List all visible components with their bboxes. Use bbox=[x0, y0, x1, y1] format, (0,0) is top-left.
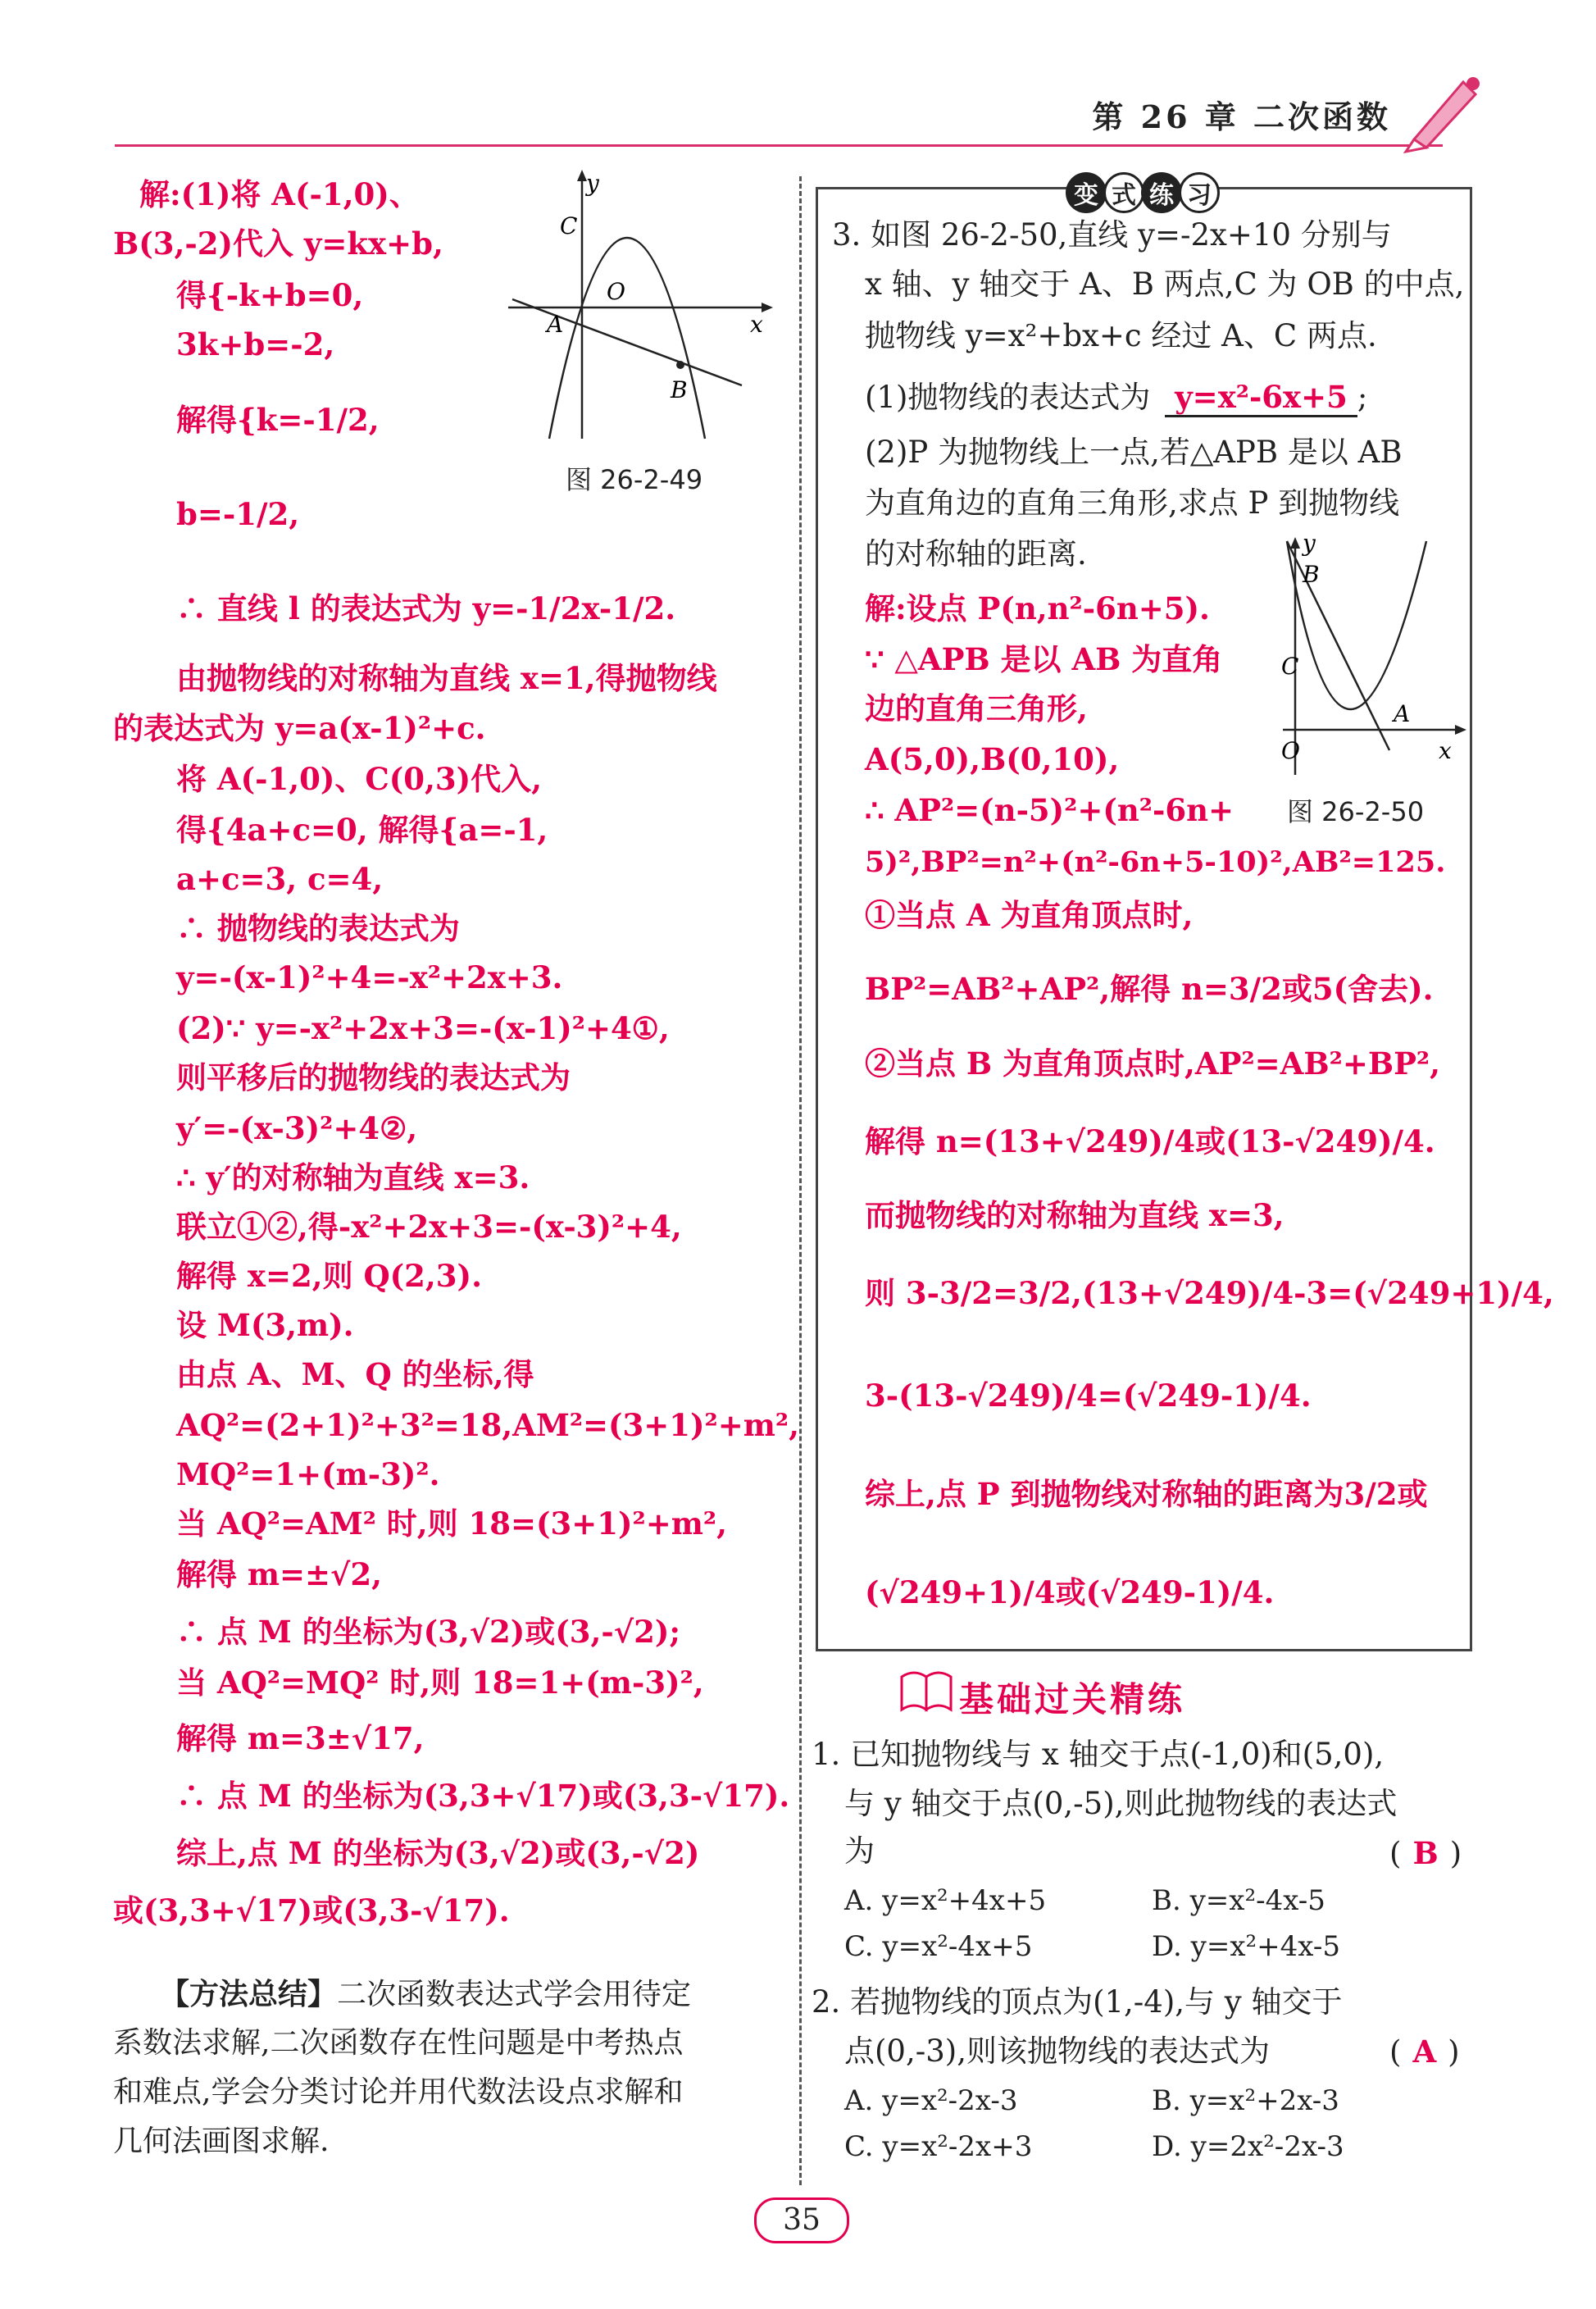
left-line: 得{4a+c=0, 解得{a=-1, bbox=[176, 812, 548, 848]
q1-stem: 为 bbox=[844, 1833, 875, 1869]
solution-line: 3-(13-√249)/4=(√249-1)/4. bbox=[865, 1378, 1312, 1414]
figure-caption: 图 26-2-49 bbox=[566, 464, 703, 495]
badge-char: 练 bbox=[1141, 172, 1182, 213]
variant-exercise-badge bbox=[1066, 172, 1216, 213]
problem-line: 抛物线 y=x²+bx+c 经过 A、C 两点. bbox=[865, 318, 1377, 353]
left-line: 解得{k=-1/2, bbox=[176, 402, 380, 438]
q2-option: B. y=x²+2x-3 bbox=[1152, 2084, 1339, 2117]
solution-line: 边的直角三角形, bbox=[865, 690, 1088, 726]
solution-line: (√249+1)/4或(√249-1)/4. bbox=[865, 1574, 1275, 1610]
left-line: 的表达式为 y=a(x-1)²+c. bbox=[113, 710, 486, 746]
q2-option: A. y=x²-2x-3 bbox=[844, 2084, 1018, 2117]
fig50-label-C: C bbox=[1281, 653, 1299, 680]
problem-line: 3. 如图 26-2-50,直线 y=-2x+10 分别与 bbox=[832, 217, 1392, 253]
q1-stem: 1. 已知抛物线与 x 轴交于点(-1,0)和(5,0), bbox=[812, 1737, 1385, 1772]
solution-line: 则 3-3/2=3/2,(13+√249)/4-3=(√249+1)/4, bbox=[865, 1275, 1554, 1311]
q2-option: D. y=2x²-2x-3 bbox=[1152, 2130, 1344, 2163]
left-line: 得{-k+b=0, bbox=[176, 277, 364, 313]
left-line: (2)∵ y=-x²+2x+3=-(x-1)²+4①, bbox=[176, 1010, 670, 1046]
pencil-decoration-icon bbox=[1398, 66, 1488, 156]
q1-answer-value: B bbox=[1412, 1835, 1439, 1871]
problem-line: 的对称轴的距离. bbox=[865, 536, 1087, 572]
left-line: 综上,点 M 的坐标为(3,√2)或(3,-√2) bbox=[176, 1835, 700, 1871]
left-line: ∴ 直线 l 的表达式为 y=-1/2x-1/2. bbox=[176, 590, 676, 626]
badge-char: 式 bbox=[1103, 172, 1144, 213]
solution-line: ∴ AP²=(n-5)²+(n²-6n+ bbox=[865, 792, 1234, 828]
summary-line bbox=[160, 1976, 691, 2013]
left-line: ∴ y′的对称轴为直线 x=3. bbox=[176, 1159, 530, 1195]
left-line: 由点 A、M、Q 的坐标,得 bbox=[176, 1356, 534, 1392]
q1-option: B. y=x²-4x-5 bbox=[1152, 1884, 1325, 1917]
left-line: MQ²=1+(m-3)². bbox=[176, 1456, 440, 1492]
header-rule bbox=[115, 144, 1443, 147]
figure-26-2-50 bbox=[1266, 533, 1467, 779]
left-line: 解得 x=2,则 Q(2,3). bbox=[176, 1258, 482, 1294]
left-line: y′=-(x-3)²+4②, bbox=[176, 1110, 418, 1146]
q2-option: C. y=x²-2x+3 bbox=[844, 2130, 1033, 2163]
fig49-label-y: y bbox=[586, 170, 599, 197]
q1-option: C. y=x²-4x+5 bbox=[844, 1930, 1033, 1963]
solution-line: 解得 n=(13+√249)/4或(13-√249)/4. bbox=[865, 1123, 1435, 1159]
left-line: ∴ 点 M 的坐标为(3,√2)或(3,-√2); bbox=[176, 1614, 681, 1650]
chapter-header: 第 26 章 二次函数 bbox=[1092, 98, 1391, 135]
problem-part1: (1)抛物线的表达式为 bbox=[865, 380, 1151, 415]
fig50-label-x: x bbox=[1439, 737, 1452, 764]
summary-line: 几何法画图求解. bbox=[113, 2125, 330, 2158]
q2-answer: ( A ) bbox=[1389, 2033, 1460, 2070]
figure-caption: 图 26-2-50 bbox=[1287, 796, 1425, 827]
left-line: 当 AQ²=AM² 时,则 18=(3+1)²+m², bbox=[176, 1505, 727, 1542]
summary-text: 二次函数表达式学会用待定 bbox=[337, 1978, 692, 2011]
solution-line: ①当点 A 为直角顶点时, bbox=[865, 897, 1194, 933]
fig50-label-y: y bbox=[1303, 533, 1316, 557]
badge-char: 变 bbox=[1066, 172, 1107, 213]
summary-line: 系数法求解,二次函数存在性问题是中考热点 bbox=[113, 2026, 684, 2060]
summary-title: 【方法总结】 bbox=[160, 1977, 338, 2011]
solution-line: 综上,点 P 到抛物线对称轴的距离为3/2或 bbox=[865, 1476, 1428, 1512]
fig49-label-C: C bbox=[560, 212, 578, 239]
left-line: 由抛物线的对称轴为直线 x=1,得抛物线 bbox=[176, 660, 717, 696]
solution-line: 解:设点 P(n,n²-6n+5). bbox=[865, 590, 1210, 626]
left-line: 将 A(-1,0)、C(0,3)代入, bbox=[176, 761, 543, 797]
left-line: y=-(x-1)²+4=-x²+2x+3. bbox=[176, 959, 563, 995]
left-line: 解得 m=±√2, bbox=[176, 1556, 382, 1592]
left-line: 则平移后的抛物线的表达式为 bbox=[176, 1059, 571, 1095]
fig49-label-O: O bbox=[607, 278, 625, 305]
left-line: ∴ 抛物线的表达式为 bbox=[176, 910, 460, 946]
fig50-label-B: B bbox=[1303, 561, 1320, 588]
q1-answer: ( B ) bbox=[1389, 1835, 1462, 1871]
left-line: b=-1/2, bbox=[176, 496, 300, 532]
problem-line: (1)抛物线的表达式为 y=x²-6x+5 ; bbox=[865, 379, 1367, 417]
answer-part1: y=x²-6x+5 bbox=[1165, 379, 1357, 417]
solution-line: 而抛物线的对称轴为直线 x=3, bbox=[865, 1197, 1285, 1233]
solution-line: A(5,0),B(0,10), bbox=[865, 741, 1120, 777]
solution-line: ∵ △APB 是以 AB 为直角 bbox=[865, 641, 1223, 677]
summary-line: 和难点,学会分类讨论并用代数法设点求解和 bbox=[113, 2075, 684, 2109]
left-line: 联立①②,得-x²+2x+3=-(x-3)²+4, bbox=[176, 1209, 682, 1245]
left-line: AQ²=(2+1)²+3²=18,AM²=(3+1)²+m², bbox=[176, 1407, 799, 1443]
problem-line: 为直角边的直角三角形,求点 P 到抛物线 bbox=[865, 485, 1400, 521]
q2-answer-value: A bbox=[1412, 2033, 1437, 2070]
solution-line: ②当点 B 为直角顶点时,AP²=AB²+BP², bbox=[865, 1045, 1441, 1082]
left-line: B(3,-2)代入 y=kx+b, bbox=[113, 225, 443, 262]
q1-stem: 与 y 轴交于点(0,-5),则此抛物线的表达式 bbox=[844, 1786, 1398, 1821]
fig49-label-A: A bbox=[547, 311, 564, 338]
left-line: 解:(1)将 A(-1,0)、 bbox=[139, 176, 420, 212]
fig50-label-A: A bbox=[1394, 700, 1411, 727]
q2-stem: 2. 若抛物线的顶点为(1,-4),与 y 轴交于 bbox=[812, 1984, 1343, 2020]
column-divider bbox=[799, 176, 802, 2185]
book-icon bbox=[898, 1665, 955, 1714]
fig50-label-O: O bbox=[1281, 737, 1300, 764]
left-line: ∴ 点 M 的坐标为(3,3+√17)或(3,3-√17). bbox=[176, 1778, 790, 1814]
left-line: a+c=3, c=4, bbox=[176, 861, 384, 897]
badge-char: 习 bbox=[1179, 172, 1220, 213]
page-number: 35 bbox=[754, 2197, 849, 2243]
section-title: 基础过关精练 bbox=[959, 1679, 1186, 1719]
figure-26-2-49 bbox=[504, 168, 775, 447]
left-line: 当 AQ²=MQ² 时,则 18=1+(m-3)², bbox=[176, 1665, 704, 1701]
fig49-label-x: x bbox=[750, 311, 763, 338]
left-line: 设 M(3,m). bbox=[176, 1307, 354, 1343]
q2-stem: 点(0,-3),则该抛物线的表达式为 bbox=[844, 2033, 1270, 2069]
left-line: 解得 m=3±√17, bbox=[176, 1720, 425, 1756]
q1-option: D. y=x²+4x-5 bbox=[1152, 1930, 1340, 1963]
left-line: 3k+b=-2, bbox=[176, 326, 335, 362]
problem-line: (2)P 为抛物线上一点,若△APB 是以 AB bbox=[865, 435, 1403, 470]
solution-line: 5)²,BP²=n²+(n²-6n+5-10)²,AB²=125. bbox=[865, 845, 1446, 879]
left-line: 或(3,3+√17)或(3,3-√17). bbox=[113, 1892, 510, 1929]
problem-line: x 轴、y 轴交于 A、B 两点,C 为 OB 的中点, bbox=[865, 266, 1465, 302]
fig49-label-B: B bbox=[671, 376, 688, 403]
solution-line: BP²=AB²+AP²,解得 n=3/2或5(舍去). bbox=[865, 971, 1434, 1007]
q1-option: A. y=x²+4x+5 bbox=[844, 1884, 1047, 1917]
